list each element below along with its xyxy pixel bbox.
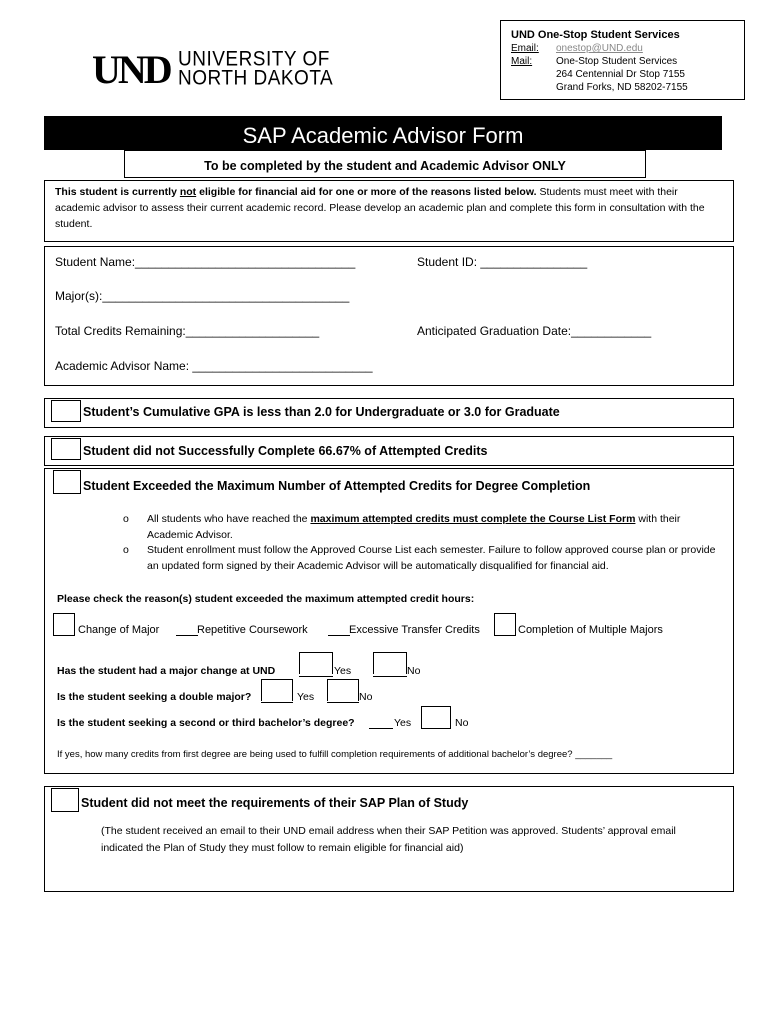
gpa-section: [44, 398, 734, 428]
reason-checkbox[interactable]: [53, 613, 75, 635]
plan-of-study-label: Student did not meet the requirements of their SAP Plan of Study: [81, 796, 469, 810]
contact-box: [500, 20, 745, 100]
contact-title: UND One-Stop Student Services: [511, 29, 680, 41]
bullet-mark: o: [123, 544, 129, 556]
q2-no-underline: [327, 702, 359, 703]
course-list-form-link[interactable]: maximum attempted credits must complete the Course List Form: [310, 513, 636, 525]
bullet-course-list: [147, 511, 727, 543]
reason-checkbox[interactable]: [494, 613, 516, 635]
completion-section: [44, 436, 734, 466]
q1-no-underline: [373, 676, 407, 677]
intro-text: [44, 180, 734, 242]
intro-not: not: [179, 186, 197, 198]
reason-transfer-credits: Excessive Transfer Credits: [349, 624, 480, 636]
reason-multiple-majors: Completion of Multiple Majors: [518, 624, 663, 636]
max-credits-label: Student Exceeded the Maximum Number of Attempted Credits for Degree Completion: [83, 479, 591, 493]
q1-yes-underline: [299, 676, 333, 677]
q1-yes-checkbox[interactable]: [299, 652, 333, 674]
mail-line: Grand Forks, ND 58202-7155: [556, 82, 688, 93]
credits-footnote: If yes, how many credits from first degree are being used to fulfill completion requirements of additional bachelor’s degree? _______: [57, 749, 613, 760]
completion-label: Student did not Successfully Complete 66.67% of Attempted Credits: [83, 444, 488, 458]
und-logo-mark: UND: [92, 47, 170, 92]
mail-address: [556, 55, 688, 94]
mail-line: 264 Centennial Dr Stop 7155: [556, 69, 685, 80]
gpa-checkbox[interactable]: [51, 400, 81, 422]
reason-underline: [494, 635, 516, 636]
q3-no-checkbox[interactable]: [421, 706, 451, 728]
reasons-prompt: Please check the reason(s) student exceeded the maximum attempted credit hours:: [57, 593, 475, 605]
q2-yes-checkbox[interactable]: [261, 679, 293, 701]
bullet-text: with their Academic Advisor.: [147, 513, 681, 541]
q1-no-checkbox[interactable]: [373, 652, 407, 674]
mail-line: One-Stop Student Services: [556, 56, 678, 67]
reason-change-of-major: Change of Major: [78, 624, 160, 636]
q3-no-underline: [421, 728, 451, 729]
reason-checkbox[interactable]: [176, 635, 198, 636]
q3-no-label: No: [455, 717, 469, 729]
advisor-name-field[interactable]: Academic Advisor Name: ___________________________: [55, 359, 373, 373]
max-credits-checkbox[interactable]: [53, 470, 81, 494]
plan-of-study-note: (The student received an email to their UND email address when their SAP Petition was approved. Students’ approval email indicated the Plan of Study they must follow to remain eligible for financial aid): [101, 825, 676, 854]
und-logo-text: [178, 48, 334, 90]
q1-no-label: No: [407, 665, 421, 677]
bullet-mark: o: [123, 513, 129, 525]
logo-line1: UNIVERSITY OF: [178, 48, 330, 72]
bullet-enrollment: Student enrollment must follow the Approved Course List each semester. Failure to follow approved course plan or provide an updated form signed by their Academic Advisor will be automatically disqualified for financial aid.: [147, 544, 716, 572]
form-title: SAP Academic Advisor Form: [44, 116, 722, 150]
q2-yes-label: Yes: [297, 691, 315, 703]
max-credits-section: [44, 468, 734, 774]
form-subtitle: To be completed by the student and Academic Advisor ONLY: [124, 150, 646, 178]
reason-repetitive-coursework: Repetitive Coursework: [197, 624, 308, 636]
question-second-bachelor: Is the student seeking a second or third bachelor’s degree?: [57, 717, 355, 729]
intro-bold: This student is currently: [55, 186, 180, 198]
logo-line2: NORTH DAKOTA: [178, 66, 334, 90]
majors-field[interactable]: Major(s):_____________________________________: [55, 289, 350, 303]
q3-yes-checkbox[interactable]: [369, 728, 393, 729]
graduation-date-field[interactable]: Anticipated Graduation Date:____________: [417, 324, 652, 338]
plan-of-study-section: [44, 786, 734, 892]
credits-remaining-field[interactable]: Total Credits Remaining:____________________: [55, 324, 320, 338]
q3-yes-label: Yes: [394, 717, 412, 729]
gpa-label: Student’s Cumulative GPA is less than 2.0 for Undergraduate or 3.0 for Graduate: [83, 405, 560, 419]
reason-checkbox[interactable]: [328, 635, 350, 636]
q2-no-label: No: [359, 691, 373, 703]
student-name-field[interactable]: Student Name:_________________________________: [55, 255, 356, 269]
q1-yes-label: Yes: [334, 665, 352, 677]
intro-bold: eligible for financial aid for one or more of the reasons listed below.: [196, 186, 537, 198]
q2-no-checkbox[interactable]: [327, 679, 359, 701]
q2-yes-underline: [261, 702, 293, 703]
email-label: Email:: [511, 43, 539, 54]
question-major-change: Has the student had a major change at UND: [57, 665, 276, 677]
intro-rest: Students must meet with their academic advisor to assess their current academic record. Please develop an academic plan and complete this form in consultation with the student.: [55, 186, 705, 230]
mail-label: Mail:: [511, 56, 533, 67]
plan-of-study-checkbox[interactable]: [51, 788, 79, 812]
email-link[interactable]: onestop@UND.edu: [556, 43, 643, 54]
question-double-major: Is the student seeking a double major?: [57, 691, 252, 703]
student-info-box: [44, 246, 734, 386]
student-id-field[interactable]: Student ID: ________________: [417, 255, 588, 269]
bullet-text: All students who have reached the: [147, 513, 311, 525]
reason-underline: [53, 635, 75, 636]
completion-checkbox[interactable]: [51, 438, 81, 460]
